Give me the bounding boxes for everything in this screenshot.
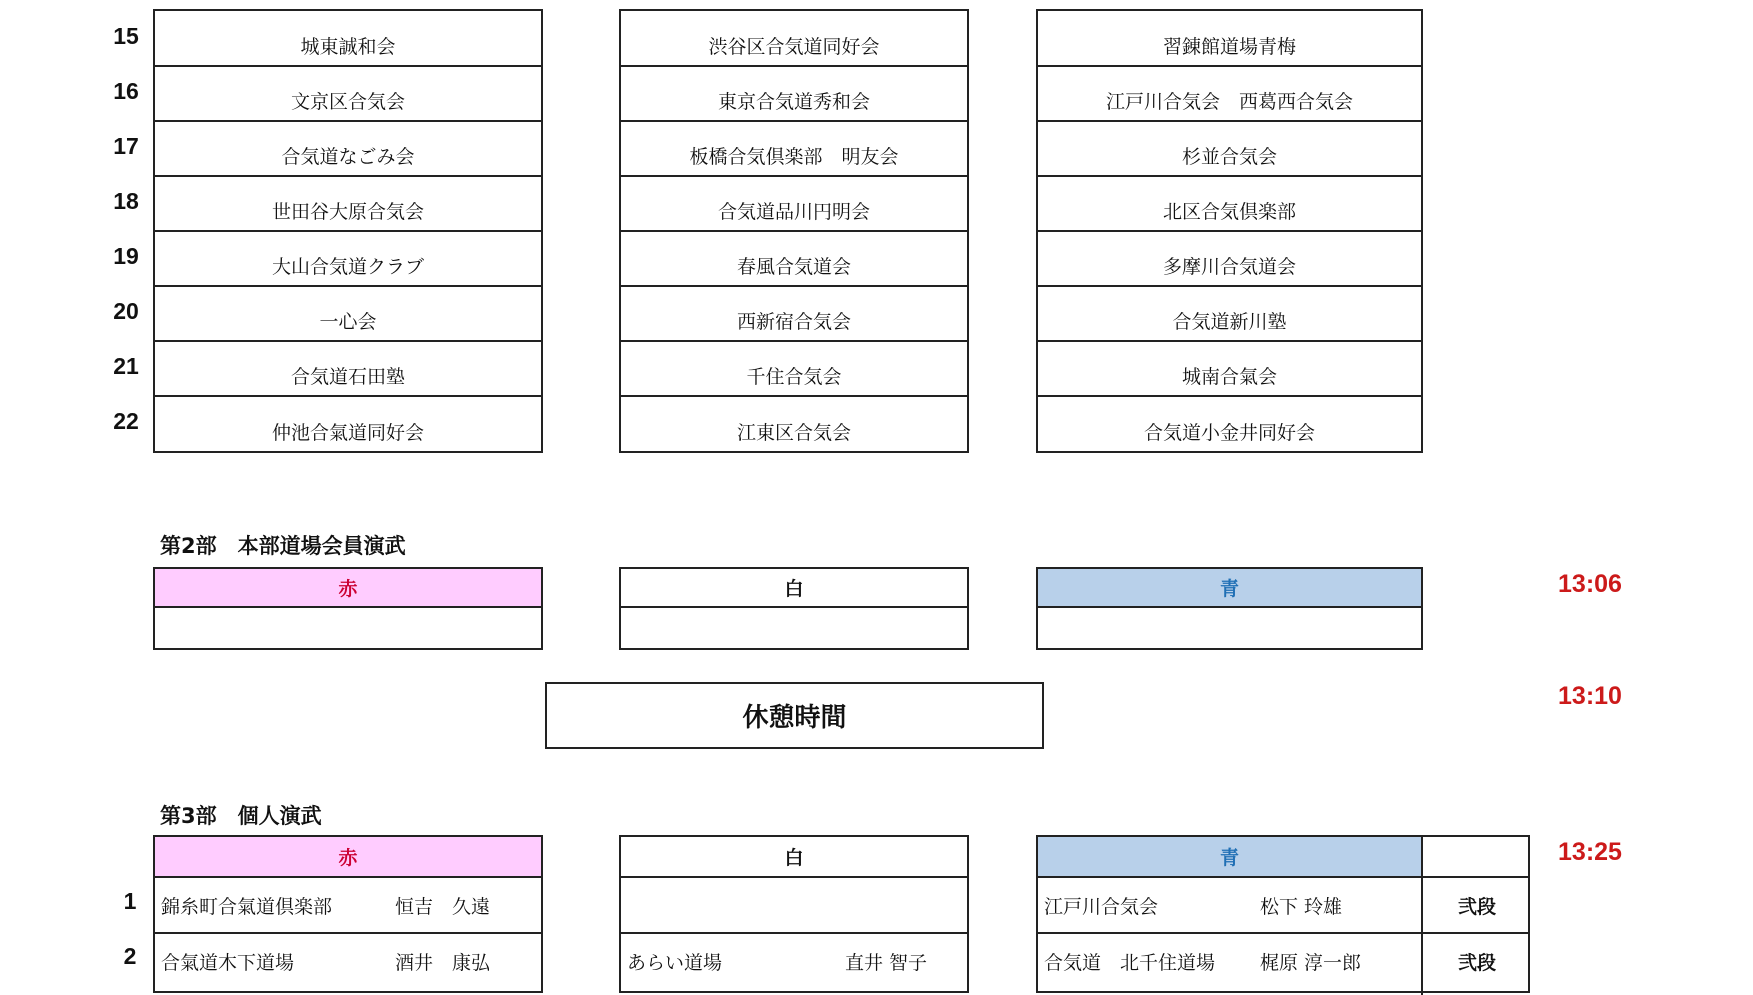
white-team-cell: 合気道品川円明会 xyxy=(621,176,967,232)
row-number: 16 xyxy=(113,78,139,104)
part2-red-box xyxy=(153,567,543,650)
row-number: 18 xyxy=(113,188,139,214)
part2-time: 13:06 xyxy=(1558,570,1622,598)
white-team-cell: 江東区合気会 xyxy=(736,422,851,444)
row-number: 1 xyxy=(123,888,137,914)
individual-row xyxy=(621,878,967,934)
white-team-cell: 春風合気道会 xyxy=(621,231,967,287)
part1-blue-column xyxy=(1036,9,1423,453)
red-team-cell: 城東誠和会 xyxy=(155,11,541,67)
performer-name: 直井 智子 xyxy=(845,952,928,974)
individual-row xyxy=(1038,934,1528,991)
performer-name: 酒井 康弘 xyxy=(395,952,491,974)
rank-label: 弐段 xyxy=(1458,952,1497,974)
blue-team-cell: 杉並合気会 xyxy=(1038,121,1421,177)
white-team-cell: 渋谷区合気道同好会 xyxy=(621,11,967,67)
blue-team-cell: 合気道小金井同好会 xyxy=(1143,422,1315,444)
part3-red-column xyxy=(153,835,543,993)
part1-white-column xyxy=(619,9,969,453)
red-team-cell: 一心会 xyxy=(155,286,541,342)
part3-title: 第3部 個人演武 xyxy=(160,804,322,828)
row-number: 21 xyxy=(113,353,139,379)
white-team-cell: 千住合気会 xyxy=(621,341,967,397)
blue-team-cell: 城南合氣会 xyxy=(1038,341,1421,397)
part3-time: 13:25 xyxy=(1558,838,1622,866)
white-team-cell: 東京合気道秀和会 xyxy=(621,66,967,122)
part2-title: 第2部 本部道場会員演武 xyxy=(160,534,406,558)
white-header: 白 xyxy=(621,837,967,878)
red-team-cell: 仲池合氣道同好会 xyxy=(271,422,424,444)
performer-name: 恒吉 久遠 xyxy=(395,896,491,918)
blue-team-cell: 合気道新川塾 xyxy=(1038,286,1421,342)
dojo-name: 合氣道木下道場 xyxy=(161,952,295,974)
individual-row xyxy=(155,934,541,991)
break-box: 休憩時間 xyxy=(545,682,1044,749)
row-number: 19 xyxy=(113,243,139,269)
red-team-cell: 文京区合気会 xyxy=(155,66,541,122)
blue-header: 青 xyxy=(1038,569,1421,608)
red-team-cell: 大山合気道クラブ xyxy=(155,231,541,287)
dojo-name: あらい道場 xyxy=(627,952,723,974)
rank-divider xyxy=(1421,878,1423,995)
blue-header: 青 xyxy=(1038,837,1423,878)
row-number: 15 xyxy=(113,23,139,49)
dojo-name: 錦糸町合氣道倶楽部 xyxy=(161,896,333,918)
break-time: 13:10 xyxy=(1558,682,1622,710)
part1-red-column xyxy=(153,9,543,453)
part2-blue-box xyxy=(1036,567,1423,650)
blue-team-cell: 多摩川合気道会 xyxy=(1038,231,1421,287)
row-number: 2 xyxy=(123,943,137,969)
dojo-name: 合気道 北千住道場 xyxy=(1044,952,1216,974)
rank-header xyxy=(1421,837,1528,878)
white-team-cell: 西新宿合気会 xyxy=(621,286,967,342)
part3-white-column xyxy=(619,835,969,993)
red-team-cell: 合気道石田塾 xyxy=(155,341,541,397)
part3-blue-column xyxy=(1036,835,1530,993)
white-header: 白 xyxy=(621,569,967,608)
individual-row xyxy=(1038,878,1528,934)
performer-name: 梶原 淳一郎 xyxy=(1260,952,1362,974)
individual-row xyxy=(621,934,967,991)
row-number: 17 xyxy=(113,133,139,159)
part2-white-box xyxy=(619,567,969,650)
row-number: 22 xyxy=(113,408,139,434)
red-header: 赤 xyxy=(155,569,541,608)
blue-team-cell: 習錬館道場青梅 xyxy=(1038,11,1421,67)
blue-team-cell: 江戸川合気会 西葛西合気会 xyxy=(1038,66,1421,122)
rank-label: 弐段 xyxy=(1458,896,1497,918)
blue-team-cell: 北区合気倶楽部 xyxy=(1038,176,1421,232)
dojo-name: 江戸川合気会 xyxy=(1044,896,1159,918)
red-team-cell: 世田谷大原合気会 xyxy=(155,176,541,232)
red-team-cell: 合気道なごみ会 xyxy=(155,121,541,177)
row-number: 20 xyxy=(113,298,139,324)
white-team-cell: 板橋合気倶楽部 明友会 xyxy=(621,121,967,177)
red-header: 赤 xyxy=(155,837,541,878)
individual-row xyxy=(155,878,541,934)
performer-name: 松下 玲雄 xyxy=(1260,896,1343,918)
